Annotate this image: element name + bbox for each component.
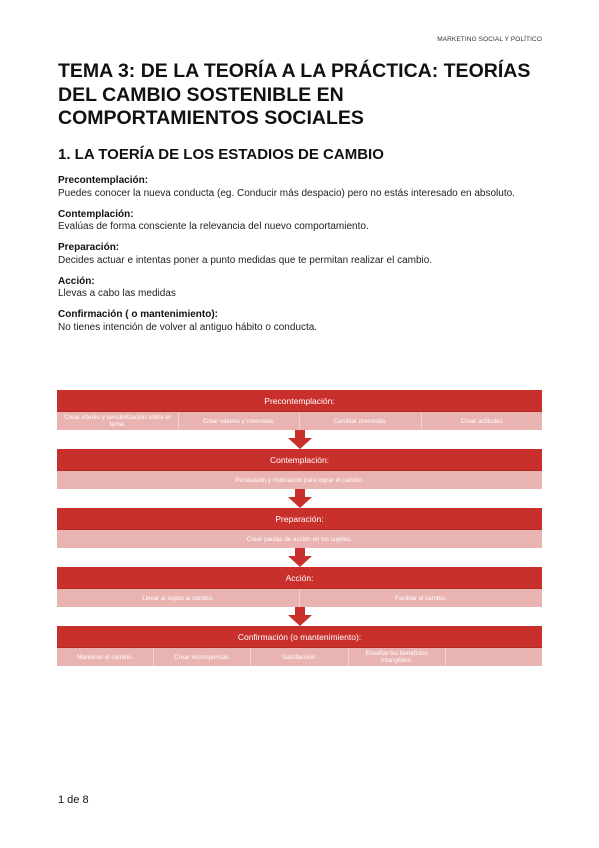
stage-description: Decides actuar e intentas poner a punto medidas que te permitan realizar el cambio. [58, 254, 433, 266]
diagram-stage-title: Precontemplación: [57, 390, 542, 412]
diagram-stage-row [57, 412, 542, 430]
section-heading: 1. LA TOERÍA DE LOS ESTADIOS DE CAMBIO [58, 146, 384, 163]
stages-diagram [57, 390, 542, 666]
stage-name: Acción: [58, 275, 95, 287]
down-arrow-icon [57, 607, 542, 626]
down-arrow-icon [57, 430, 542, 449]
diagram-cell: Enseñar los beneficios intangibles. [348, 648, 445, 666]
diagram-cell: Facilitar el cambio. [299, 589, 542, 607]
stage-item [58, 209, 548, 234]
down-arrow-icon [57, 548, 542, 567]
diagram-stage-title: Preparación: [57, 508, 542, 530]
stage-description: No tienes intención de volver al antiguo hábito o conducta. [58, 321, 318, 333]
stage-item [58, 276, 548, 301]
stage-description: Llevas a cabo las medidas [58, 288, 176, 299]
diagram-stage-row [57, 589, 542, 607]
stage-item [58, 242, 548, 267]
diagram-stage-row [57, 530, 542, 548]
diagram-cell: Mantener el cambio. [77, 653, 134, 661]
stage-description: Puedes conocer la nueva conducta (eg. Conducir más despacio) pero no estás interesado en absoluto. [58, 187, 515, 199]
diagram-cell: Crear recompensas. [153, 648, 250, 666]
diagram-stage-row [57, 471, 542, 489]
diagram-cell: Llevar al sujeto al cambio. [142, 594, 214, 602]
diagram-stage-title: Contemplación: [57, 449, 542, 471]
stage-name: Preparación: [58, 242, 120, 253]
stage-name: Contemplación: [58, 208, 134, 220]
diagram-cell: Crear interés y sensibilización sobre el tema. [64, 414, 171, 428]
running-header: MARKETING SOCIAL Y POLÍTICO [437, 36, 542, 43]
stage-item [58, 175, 548, 200]
diagram-cell: Crear valores y creencias. [178, 412, 300, 430]
diagram-cell: Crear pautas de acción en los sujetos. [246, 535, 353, 543]
stage-name: Confirmación ( o mantenimiento): [58, 309, 218, 320]
down-arrow-icon [57, 489, 542, 508]
stage-descriptions [58, 175, 548, 343]
diagram-cell: Crear actitudes [421, 412, 543, 430]
diagram-stage-row [57, 648, 542, 666]
diagram-stage-title: Confirmación (o mantenimiento): [57, 626, 542, 648]
page-title: TEMA 3: DE LA TEORÍA A LA PRÁCTICA: TEORÍAS DEL CAMBIO SOSTENIBLE EN COMPORTAMIENTOS SOCIALES [58, 60, 531, 129]
stage-item [58, 309, 548, 334]
diagram-stage-title: Acción: [57, 567, 542, 589]
diagram-cell: Cambiar creencias. [299, 412, 421, 430]
diagram-cell: Persuasión y motivación para lograr el cambio. [235, 476, 364, 484]
stage-description: Evalúas de forma consciente la relevancia del nuevo comportamiento. [58, 221, 369, 232]
diagram-cell: . [445, 648, 542, 666]
page-number: 1 de 8 [58, 794, 89, 806]
diagram-cell: Satisfacción. [250, 648, 347, 666]
stage-name: Precontemplación: [58, 175, 149, 186]
